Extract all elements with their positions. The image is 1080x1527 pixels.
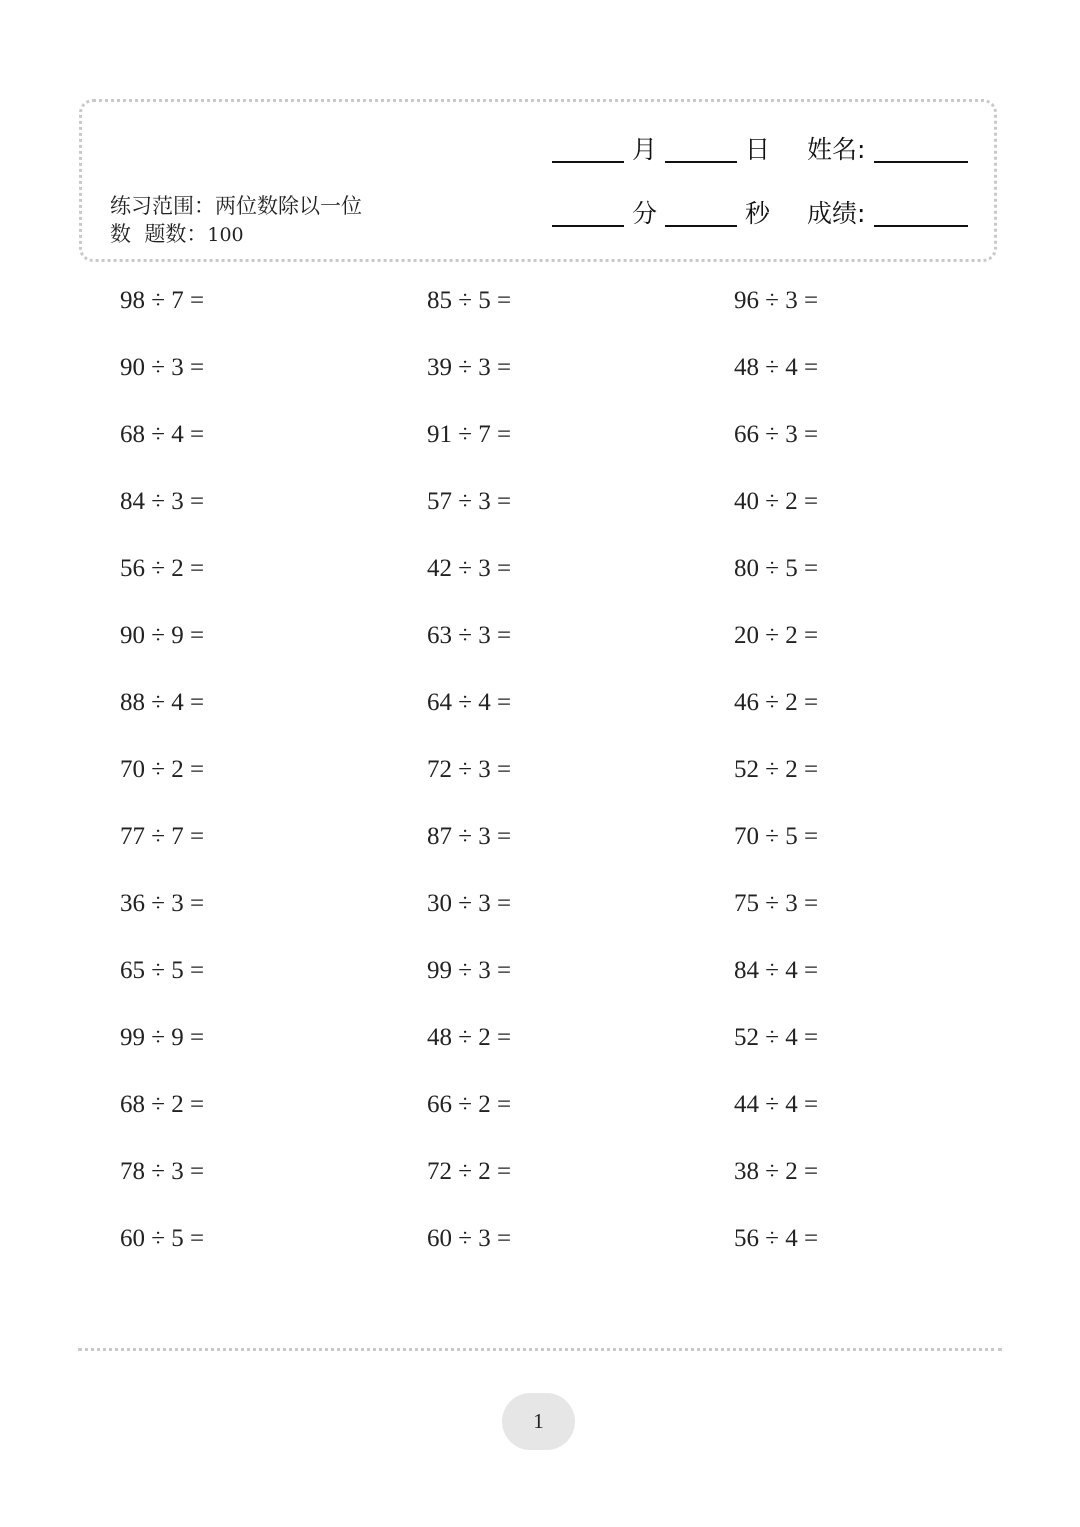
name-label: 姓名: (807, 135, 866, 164)
problem-item: 78 ÷ 3 = (120, 1158, 205, 1185)
problem-item: 38 ÷ 2 = (734, 1158, 819, 1185)
footer-divider (78, 1348, 1002, 1351)
problem-item: 77 ÷ 7 = (120, 823, 205, 850)
problem-item: 56 ÷ 4 = (734, 1225, 819, 1252)
problem-item: 44 ÷ 4 = (734, 1091, 819, 1118)
problem-item: 85 ÷ 5 = (427, 287, 512, 314)
problem-item: 72 ÷ 3 = (427, 756, 512, 783)
problem-item: 70 ÷ 5 = (734, 823, 819, 850)
problem-item: 99 ÷ 3 = (427, 957, 512, 984)
problem-item: 75 ÷ 3 = (734, 890, 819, 917)
problem-item: 70 ÷ 2 = (120, 756, 205, 783)
problem-item: 52 ÷ 4 = (734, 1024, 819, 1051)
problem-item: 30 ÷ 3 = (427, 890, 512, 917)
problem-item: 72 ÷ 2 = (427, 1158, 512, 1185)
problem-item: 36 ÷ 3 = (120, 890, 205, 917)
problem-item: 46 ÷ 2 = (734, 689, 819, 716)
problem-item: 87 ÷ 3 = (427, 823, 512, 850)
problem-item: 39 ÷ 3 = (427, 354, 512, 381)
problem-item: 42 ÷ 3 = (427, 555, 512, 582)
minute-label: 分 (632, 199, 658, 228)
problem-item: 88 ÷ 4 = (120, 689, 205, 716)
problem-item: 66 ÷ 3 = (734, 421, 819, 448)
problem-item: 48 ÷ 2 = (427, 1024, 512, 1051)
problem-item: 56 ÷ 2 = (120, 555, 205, 582)
problem-item: 57 ÷ 3 = (427, 488, 512, 515)
problem-item: 80 ÷ 5 = (734, 555, 819, 582)
practice-range-line1: 练习范围：两位数除以一位 (110, 194, 362, 218)
problem-item: 98 ÷ 7 = (120, 287, 205, 314)
problem-item: 96 ÷ 3 = (734, 287, 819, 314)
month-label: 月 (632, 135, 658, 164)
problem-item: 40 ÷ 2 = (734, 488, 819, 515)
problem-item: 91 ÷ 7 = (427, 421, 512, 448)
problem-item: 84 ÷ 4 = (734, 957, 819, 984)
problem-item: 66 ÷ 2 = (427, 1091, 512, 1118)
second-label: 秒 (745, 199, 771, 228)
score-label: 成绩: (807, 199, 866, 228)
problem-item: 90 ÷ 9 = (120, 622, 205, 649)
problem-item: 52 ÷ 2 = (734, 756, 819, 783)
problem-item: 48 ÷ 4 = (734, 354, 819, 381)
problem-item: 60 ÷ 5 = (120, 1225, 205, 1252)
problem-item: 90 ÷ 3 = (120, 354, 205, 381)
page-number: 1 (502, 1393, 575, 1450)
problem-item: 63 ÷ 3 = (427, 622, 512, 649)
problem-item: 68 ÷ 4 = (120, 421, 205, 448)
problem-item: 99 ÷ 9 = (120, 1024, 205, 1051)
problem-item: 84 ÷ 3 = (120, 488, 205, 515)
problem-item: 20 ÷ 2 = (734, 622, 819, 649)
question-count-label: 数 题数： (110, 222, 208, 246)
problem-item: 65 ÷ 5 = (120, 957, 205, 984)
problem-item: 60 ÷ 3 = (427, 1225, 512, 1252)
day-label: 日 (745, 135, 771, 164)
problem-item: 64 ÷ 4 = (427, 689, 512, 716)
problem-item: 68 ÷ 2 = (120, 1091, 205, 1118)
question-count: 100 (207, 224, 244, 246)
